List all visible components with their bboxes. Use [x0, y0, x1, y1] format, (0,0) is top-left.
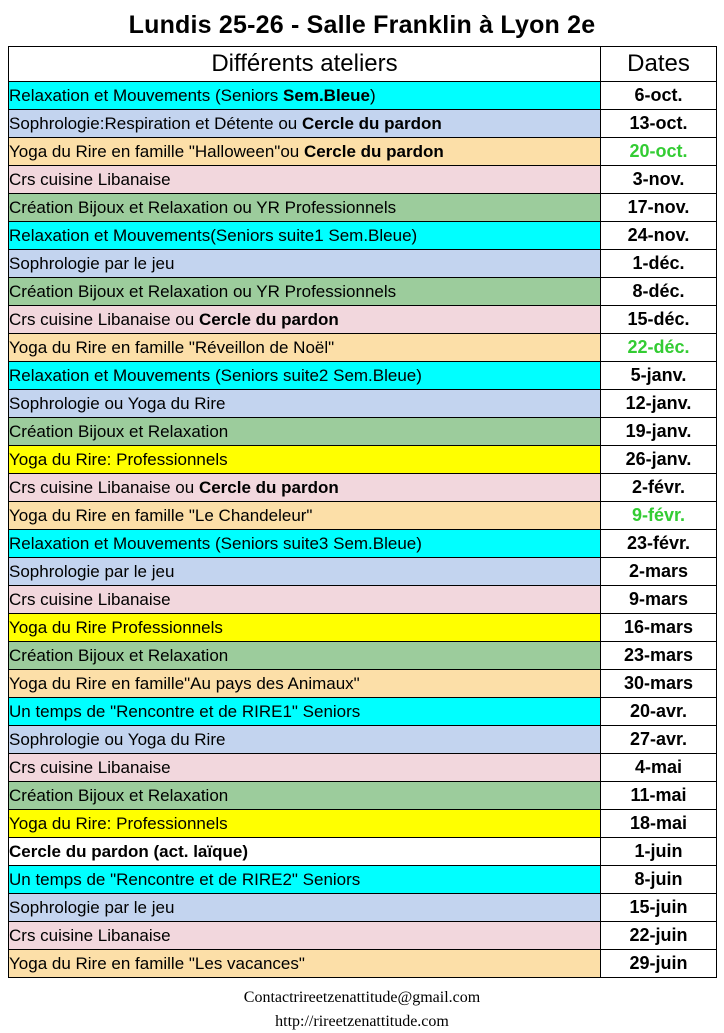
atelier-emphasis: Cercle du pardon [303, 141, 444, 161]
atelier-cell [9, 194, 601, 222]
date-cell: 2-mars [601, 558, 717, 586]
date-cell: 1-juin [601, 838, 717, 866]
table-row [9, 726, 717, 754]
table-row [9, 138, 717, 166]
date-cell: 23-févr. [601, 530, 717, 558]
date-cell: 8-juin [601, 866, 717, 894]
table-row [9, 418, 717, 446]
column-header-ateliers: Différents ateliers [9, 47, 601, 82]
date-cell: 17-nov. [601, 194, 717, 222]
date-cell: 15-juin [601, 894, 717, 922]
date-cell: 18-mai [601, 810, 717, 838]
table-row [9, 586, 717, 614]
atelier-text: Yoga du Rire Professionnels [9, 617, 223, 637]
atelier-cell [9, 866, 601, 894]
table-row [9, 754, 717, 782]
atelier-cell [9, 530, 601, 558]
table-row [9, 670, 717, 698]
table-header [9, 47, 717, 82]
atelier-cell [9, 586, 601, 614]
atelier-text: Sophrologie par le jeu [9, 561, 175, 581]
atelier-cell [9, 838, 601, 866]
table-row [9, 866, 717, 894]
atelier-cell [9, 82, 601, 110]
table-body [9, 82, 717, 978]
date-cell: 9-mars [601, 586, 717, 614]
table-row [9, 530, 717, 558]
atelier-text: Yoga du Rire en famille "Réveillon de Noël" [9, 337, 335, 357]
atelier-text: Relaxation et Mouvements (Seniors suite3 Sem.Bleue) [9, 533, 422, 553]
table-row [9, 250, 717, 278]
atelier-cell [9, 418, 601, 446]
table-row [9, 838, 717, 866]
atelier-text: Yoga du Rire: Professionnels [9, 813, 228, 833]
atelier-text: Yoga du Rire en famille "Les vacances" [9, 953, 305, 973]
atelier-text: Création Bijoux et Relaxation [9, 645, 229, 665]
atelier-cell [9, 950, 601, 978]
atelier-text: Création Bijoux et Relaxation [9, 785, 229, 805]
date-cell: 22-déc. [601, 334, 717, 362]
date-cell: 27-avr. [601, 726, 717, 754]
footer-website: http://rireetzenattitude.com [275, 1012, 449, 1030]
table-row [9, 334, 717, 362]
date-cell: 19-janv. [601, 418, 717, 446]
atelier-text: Crs cuisine Libanaise [9, 169, 171, 189]
atelier-text: Création Bijoux et Relaxation [9, 421, 229, 441]
page-title: Lundis 25-26 - Salle Franklin à Lyon 2e [128, 11, 596, 39]
table-row [9, 698, 717, 726]
atelier-text: Sophrologie par le jeu [9, 897, 175, 917]
table-row [9, 446, 717, 474]
table-row [9, 950, 717, 978]
atelier-text: Yoga du Rire: Professionnels [9, 449, 228, 469]
atelier-cell [9, 166, 601, 194]
date-cell: 9-févr. [601, 502, 717, 530]
date-cell: 20-oct. [601, 138, 717, 166]
atelier-text: Crs cuisine Libanaise [9, 589, 171, 609]
atelier-cell [9, 754, 601, 782]
table-row [9, 194, 717, 222]
atelier-emphasis: Cercle du pardon [198, 477, 339, 497]
table-row [9, 278, 717, 306]
table-row [9, 810, 717, 838]
table-row [9, 922, 717, 950]
atelier-cell [9, 698, 601, 726]
atelier-cell [9, 614, 601, 642]
table-row [9, 474, 717, 502]
atelier-text: Relaxation et Mouvements (Seniors suite2 Sem.Bleue) [9, 365, 422, 385]
atelier-cell [9, 362, 601, 390]
table-row [9, 558, 717, 586]
date-cell: 26-janv. [601, 446, 717, 474]
table-row [9, 502, 717, 530]
date-cell: 20-avr. [601, 698, 717, 726]
atelier-text: Création Bijoux et Relaxation ou YR Professionnels [9, 281, 397, 301]
atelier-cell [9, 278, 601, 306]
atelier-text: Création Bijoux et Relaxation ou YR Professionnels [9, 197, 397, 217]
atelier-emphasis: Cercle du pardon [301, 113, 442, 133]
date-cell: 13-oct. [601, 110, 717, 138]
table-row [9, 782, 717, 810]
table-row [9, 642, 717, 670]
atelier-cell [9, 894, 601, 922]
footer [8, 986, 716, 1033]
date-cell: 30-mars [601, 670, 717, 698]
date-cell: 6-oct. [601, 82, 717, 110]
atelier-text: Sophrologie:Respiration et Détente ou [9, 113, 302, 133]
schedule-table [8, 46, 717, 978]
table-row [9, 894, 717, 922]
atelier-cell [9, 390, 601, 418]
atelier-cell [9, 670, 601, 698]
table-row [9, 306, 717, 334]
date-cell: 4-mai [601, 754, 717, 782]
atelier-cell [9, 502, 601, 530]
table-row [9, 82, 717, 110]
atelier-text: Sophrologie ou Yoga du Rire [9, 393, 226, 413]
atelier-cell [9, 474, 601, 502]
table-row [9, 166, 717, 194]
atelier-cell [9, 922, 601, 950]
atelier-text: Yoga du Rire en famille "Le Chandeleur" [9, 505, 313, 525]
atelier-emphasis: Sem.Bleue [283, 85, 370, 105]
date-cell: 8-déc. [601, 278, 717, 306]
date-cell: 3-nov. [601, 166, 717, 194]
atelier-text: Crs cuisine Libanaise [9, 925, 171, 945]
atelier-cell [9, 222, 601, 250]
footer-email: Contactrireetzenattitude@gmail.com [243, 989, 481, 1007]
atelier-text: Sophrologie par le jeu [9, 253, 175, 273]
atelier-text: Un temps de "Rencontre et de RIRE2" Seniors [9, 869, 361, 889]
atelier-text: Relaxation et Mouvements(Seniors suite1 Sem.Bleue) [9, 225, 418, 245]
atelier-text: Crs cuisine Libanaise ou [9, 477, 199, 497]
atelier-text: Sophrologie ou Yoga du Rire [9, 729, 226, 749]
atelier-cell [9, 810, 601, 838]
atelier-text: Un temps de "Rencontre et de RIRE1" Seniors [9, 701, 361, 721]
atelier-text-suffix: ) [369, 85, 376, 105]
date-cell: 22-juin [601, 922, 717, 950]
atelier-text: Yoga du Rire en famille "Halloween"ou [9, 141, 304, 161]
atelier-cell [9, 138, 601, 166]
atelier-cell [9, 558, 601, 586]
date-cell: 11-mai [601, 782, 717, 810]
date-cell: 2-févr. [601, 474, 717, 502]
atelier-cell [9, 642, 601, 670]
atelier-cell [9, 306, 601, 334]
atelier-text: Relaxation et Mouvements (Seniors [9, 85, 284, 105]
atelier-cell [9, 782, 601, 810]
date-cell: 23-mars [601, 642, 717, 670]
table-row [9, 614, 717, 642]
atelier-emphasis: Cercle du pardon [198, 309, 339, 329]
date-cell: 5-janv. [601, 362, 717, 390]
table-row [9, 390, 717, 418]
date-cell: 16-mars [601, 614, 717, 642]
atelier-cell [9, 110, 601, 138]
date-cell: 24-nov. [601, 222, 717, 250]
column-header-dates: Dates [601, 47, 717, 82]
atelier-text: Yoga du Rire en famille"Au pays des Animaux" [9, 673, 360, 693]
atelier-cell [9, 726, 601, 754]
atelier-text: Crs cuisine Libanaise [9, 757, 171, 777]
table-row [9, 222, 717, 250]
atelier-cell [9, 334, 601, 362]
atelier-cell [9, 446, 601, 474]
date-cell: 12-janv. [601, 390, 717, 418]
atelier-emphasis: Cercle du pardon (act. laïque) [9, 841, 248, 861]
date-cell: 29-juin [601, 950, 717, 978]
table-row [9, 110, 717, 138]
date-cell: 15-déc. [601, 306, 717, 334]
date-cell: 1-déc. [601, 250, 717, 278]
atelier-text: Crs cuisine Libanaise ou [9, 309, 199, 329]
atelier-cell [9, 250, 601, 278]
table-row [9, 362, 717, 390]
